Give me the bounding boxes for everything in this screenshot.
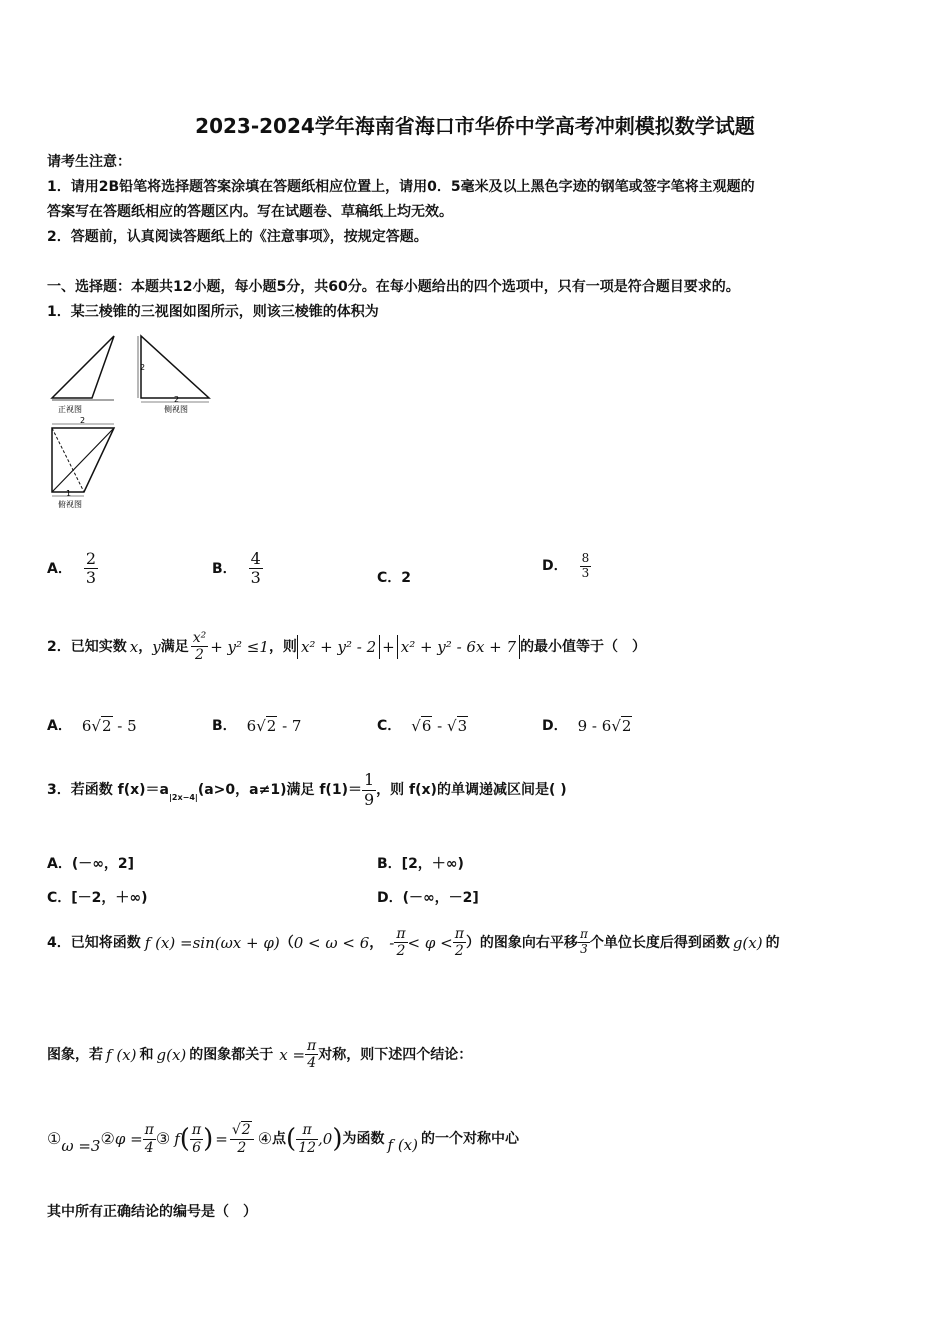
q3-option-b[interactable]: B．[2，＋∞) bbox=[377, 856, 464, 872]
q3-option-a[interactable]: A．(－∞，2] bbox=[47, 856, 135, 872]
q2-option-b[interactable]: B． 6√2 - 7 bbox=[212, 717, 302, 735]
question-4-ask: 其中所有正确结论的编号是（ ） bbox=[47, 1204, 257, 1220]
svg-text:2: 2 bbox=[80, 416, 86, 425]
q2-option-a[interactable]: A． 6√2 - 5 bbox=[47, 717, 137, 735]
notice-line-2: 答案写在答题纸相应的答题区内。写在试题卷、草稿纸上均无效。 bbox=[47, 204, 453, 220]
front-view-triangle bbox=[52, 336, 114, 398]
notice-line-3: 2．答题前，认真阅读答题纸上的《注意事项》，按规定答题。 bbox=[47, 229, 428, 245]
front-view-label: 正视图 bbox=[58, 405, 82, 414]
question-4-stem-line-1: 4．已知将函数 f (x) =sin(ωx + φ) （ 0 < ω < 6 ， - $\frac{\pi}{2}$ < φ < $\frac{\pi}{2}$ ）的图象向右平移 $\frac{\pi}{3}$ 个单位长度后得到函数 g(x) 的 bbox=[47, 926, 780, 960]
q2-option-c[interactable]: C． √6 - √3 bbox=[377, 717, 468, 735]
section-choice-header: 一、选择题：本题共12小题，每小题5分，共60分。在每小题给出的四个选项中，只有一项是符合题目要求的。 bbox=[47, 279, 740, 295]
q3-option-c[interactable]: C．[－2，＋∞) bbox=[47, 890, 148, 906]
side-view-label: 侧视图 bbox=[164, 405, 188, 414]
three-view-figure bbox=[44, 330, 219, 510]
question-2-stem: 2．已知实数 x ， y 满足 $\frac{\text{x²}}{2}$ + y² ≤1 ，则 x² + y² - 2 + x² + y² - 6x + 7 的最小值等于（ ） bbox=[47, 630, 647, 664]
question-3-stem: 3．若函数 f(x)＝a $_{|2x-4|}$ (a>0，a≠1)满足 f(1)＝ $\frac{1}{9}$ ，则 f(x)的单调递减区间是( ) bbox=[47, 770, 567, 809]
q1-option-b[interactable]: B． $\frac{4}{3}$ bbox=[212, 549, 261, 588]
side-view-triangle bbox=[141, 336, 209, 398]
notice-header: 请考生注意： bbox=[47, 154, 131, 170]
page-title: 2023-2024学年海南省海口市华侨中学高考冲刺模拟数学试题 bbox=[195, 114, 755, 138]
q3-option-d[interactable]: D．(－∞，－2] bbox=[377, 890, 479, 906]
top-view-label: 俯视图 bbox=[58, 500, 82, 509]
notice-line-1: 1．请用2B铅笔将选择题答案涂填在答题纸相应位置上，请用0．5毫米及以上黑色字迹的钢笔或签字笔将主观题的 bbox=[47, 179, 755, 195]
question-1-stem: 1．某三棱锥的三视图如图所示，则该三棱锥的体积为 bbox=[47, 304, 379, 320]
svg-text:2: 2 bbox=[140, 363, 146, 372]
svg-text:2: 2 bbox=[174, 395, 180, 404]
q1-option-c[interactable]: C．2 bbox=[377, 570, 412, 586]
question-4-conclusions: ① ω =3 ② φ = $\frac{\pi}{4}$ ③ f ( $\frac{\pi}{6}$ ) = $\frac{√2}{2}$ ④ 点 ( $\frac{\pi}{12}$ ,0 ) 为函数 f (x) 的一个对称中心 bbox=[47, 1122, 519, 1156]
q1-option-d[interactable]: D． $\frac{8}{3}$ bbox=[542, 551, 590, 580]
svg-text:1: 1 bbox=[66, 489, 72, 498]
question-4-stem-line-2: 图象，若 f (x) 和 g(x) 的图象都关于 x = $\frac{\pi}{4}$ 对称，则下述四个结论： bbox=[47, 1038, 473, 1072]
q2-option-d[interactable]: D． 9 - 6√2 bbox=[542, 717, 632, 735]
q1-option-a[interactable]: A． $\frac{2}{3}$ bbox=[47, 549, 97, 588]
